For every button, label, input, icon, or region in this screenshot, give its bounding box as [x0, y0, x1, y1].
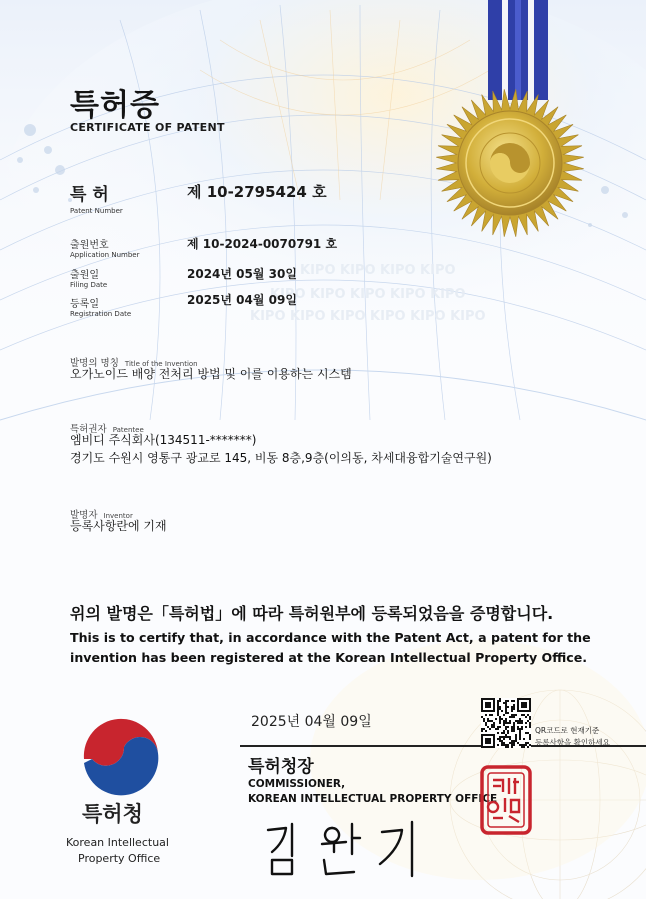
- svg-text:KIPO KIPO KIPO KIPO KIPO KIPO: KIPO KIPO KIPO KIPO KIPO KIPO: [250, 309, 486, 324]
- application-number-label-ko: 출원번호: [70, 240, 109, 251]
- filing-date-label-ko: 출원일: [70, 270, 99, 281]
- official-seal-stamp: [479, 764, 533, 836]
- commissioner-ko: 특허청장: [248, 757, 314, 777]
- patent-number-label-en: Patent Number: [70, 207, 123, 215]
- kipo-logo-icon: [80, 715, 162, 797]
- patent-number-label-ko: 특 허: [70, 185, 109, 205]
- application-number-label: [70, 236, 139, 259]
- certificate-title: 특허증: [70, 88, 160, 123]
- issue-date: 2025년 04월 09일: [251, 714, 372, 730]
- inventor-label-en: Inventor: [103, 512, 133, 520]
- application-number-value: 제 10-2024-0070791 호: [187, 237, 338, 251]
- qr-code[interactable]: [481, 698, 531, 748]
- registration-date-label: [70, 295, 131, 318]
- invention-label-en: Title of the Invention: [124, 360, 198, 368]
- svg-text:KIPO KIPO KIPO KIPO KIPO: KIPO KIPO KIPO KIPO KIPO: [270, 287, 466, 302]
- registration-date-label-en: Registration Date: [70, 310, 132, 318]
- certificate-title-en: CERTIFICATE OF PATENT: [70, 121, 225, 134]
- commissioner-en-2: KOREAN INTELLECTUAL PROPERTY OFFICE: [248, 793, 498, 805]
- invention-title-value: 오가노이드 배양 전처리 방법 및 이를 이용하는 시스템: [70, 367, 352, 381]
- commissioner-en-1: COMMISSIONER,: [248, 778, 346, 790]
- certification-statement-en-2: invention has been registered at the Korean Intellectual Property Office.: [70, 650, 588, 665]
- certification-statement-ko: 위의 발명은「특허법」에 따라 특허원부에 등록되었음을 증명합니다.: [70, 604, 554, 623]
- application-number-label-en: Application Number: [70, 251, 140, 259]
- patentee-address: 경기도 수원시 영통구 광교로 145, 비동 8층,9층(이의동, 차세대융합기술연구원): [70, 451, 492, 465]
- qr-note-2: 등록사항을 확인하세요: [535, 738, 610, 747]
- inventor-label-ko: 발명자: [70, 510, 98, 521]
- invention-label-ko: 발명의 명칭: [70, 358, 119, 369]
- patent-number-label: [70, 180, 123, 215]
- gold-seal-icon: [434, 87, 586, 239]
- patentee-label-en: Patentee: [112, 426, 144, 434]
- filing-date-label-en: Filing Date: [70, 281, 108, 289]
- commissioner-signature: [262, 818, 432, 880]
- registration-date-value: 2025년 04월 09일: [187, 293, 297, 307]
- certification-statement-en-1: This is to certify that, in accordance with the Patent Act, a patent for the: [70, 630, 591, 645]
- qr-note-1: QR코드로 현재기준: [535, 726, 600, 735]
- patent-number-value: 제 10-2795424 호: [187, 183, 327, 201]
- ribbon: [488, 0, 548, 100]
- inventor-value: 등록사항란에 기재: [70, 519, 167, 533]
- office-name-en-1: Korean Intellectual: [66, 836, 169, 849]
- registration-date-label-ko: 등록일: [70, 299, 99, 310]
- filing-date-label: [70, 266, 107, 289]
- office-name-en-2: Property Office: [78, 852, 161, 865]
- office-name-ko: 특허청: [82, 802, 143, 826]
- filing-date-value: 2024년 05월 30일: [187, 267, 297, 281]
- patentee-name: 엠비디 주식회사(134511-*******): [70, 433, 257, 447]
- patentee-label-ko: 특허권자: [70, 424, 107, 435]
- svg-text:KIPO KIPO KIPO KIPO: KIPO KIPO KIPO KIPO: [300, 263, 456, 278]
